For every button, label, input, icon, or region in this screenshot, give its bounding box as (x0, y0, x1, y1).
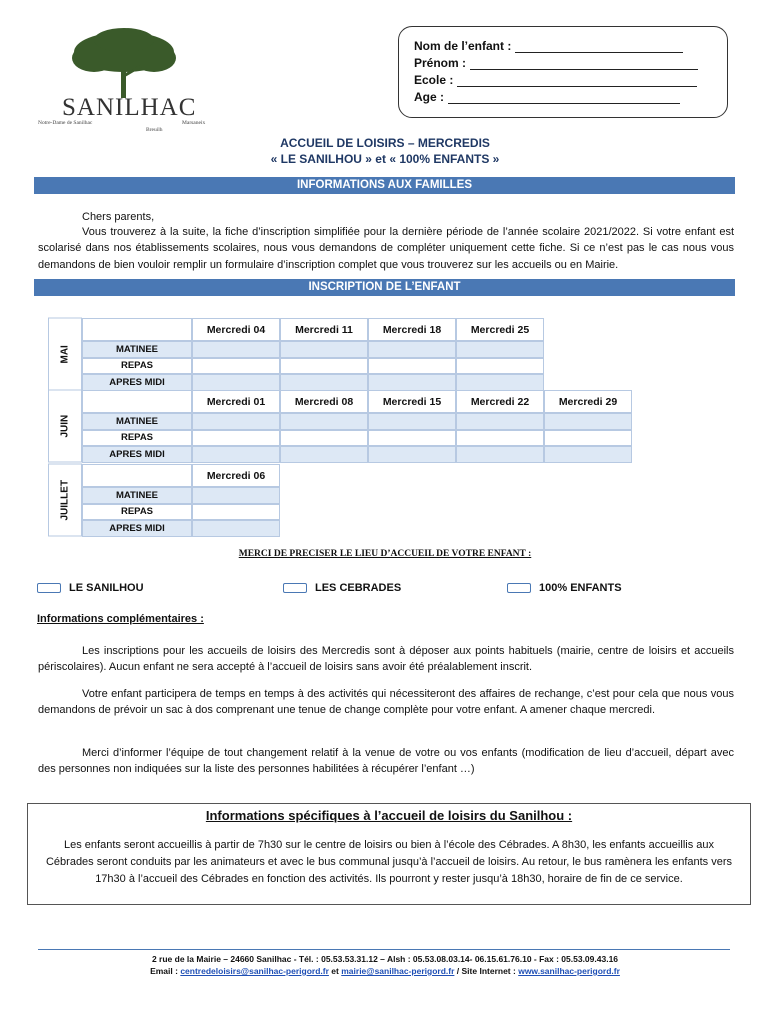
slot-checkbox-cell[interactable] (544, 413, 632, 430)
prenom-row (414, 53, 727, 70)
slot-label: MATINEE (82, 341, 192, 358)
email-label: Email : (150, 966, 178, 976)
date-header: Mercredi 11 (280, 318, 368, 341)
slot-checkbox-cell[interactable] (192, 374, 280, 391)
date-header: Mercredi 08 (280, 390, 368, 413)
specific-info-heading: Informations spécifiques à l’accueil de loisirs du Sanilhou : (205, 808, 573, 823)
child-identity-box (398, 26, 728, 118)
page-subtitle: « LE SANILHOU » et « 100% ENFANTS » (270, 152, 500, 166)
slot-checkbox-cell[interactable] (456, 374, 544, 391)
ecole-label: Ecole : (414, 73, 454, 87)
nom-row (414, 36, 727, 53)
header-blank-cell (82, 464, 192, 487)
slot-checkbox-cell[interactable] (456, 446, 544, 463)
header-blank-cell (82, 318, 192, 341)
option-le-sanilhou[interactable] (37, 582, 144, 594)
separator: / (456, 966, 460, 976)
date-header: Mercredi 01 (192, 390, 280, 413)
email-link-centre[interactable]: centredeloisirs@sanilhac-perigord.fr (180, 966, 329, 976)
section-band-inscription: INSCRIPTION DE L’ENFANT (34, 279, 735, 296)
month-label-juillet: JUILLET (48, 464, 82, 537)
tree-icon (64, 28, 184, 98)
and-text: et (331, 966, 339, 976)
date-header: Mercredi 22 (456, 390, 544, 413)
specific-info-box (27, 803, 751, 905)
slot-checkbox-cell[interactable] (544, 430, 632, 447)
option-label: 100% ENFANTS (539, 582, 622, 594)
logo-sub-center: Breuilh (146, 127, 163, 133)
footer-address: 2 rue de la Mairie – 24660 Sanilhac - Tél. : 05.53.53.31.12 – Alsh : 05.53.08.03.14- 06.15.61.76.10 - Fax : 05.53.09.43.16 (151, 954, 619, 964)
slot-checkbox-cell[interactable] (456, 341, 544, 358)
logo-sub-right: Marsaneix (182, 120, 206, 126)
slot-label: MATINEE (82, 413, 192, 430)
prenom-label: Prénom : (414, 56, 467, 70)
slot-checkbox-cell[interactable] (192, 413, 280, 430)
info-paragraph-1: Les inscriptions pour les accueils de loisirs des Mercredis sont à déposer aux points habituels (mairie, centre de loisirs et accueils périscolaires). Aucun enfant ne sera accepté à l’accueil de loisirs sans avoir été préalablement inscrit. (38, 645, 734, 674)
nom-label: Nom de l’enfant : (414, 39, 512, 53)
date-header: Mercredi 18 (368, 318, 456, 341)
slot-checkbox-cell[interactable] (456, 413, 544, 430)
greeting: Chers parents, (82, 211, 155, 223)
slot-checkbox-cell[interactable] (192, 446, 280, 463)
date-header: Mercredi 25 (456, 318, 544, 341)
logo-name: SANILHAC (62, 94, 197, 121)
slot-checkbox-cell[interactable] (192, 487, 280, 504)
slot-label: REPAS (82, 504, 192, 521)
ecole-row (414, 70, 727, 87)
slot-checkbox-cell[interactable] (192, 504, 280, 521)
info-paragraph-3: Merci d’informer l’équipe de tout changement relatif à la venue de votre ou vos enfants (modification de lieu d’accueil, départ avec des personnes non indiquées sur la liste des personnes habilitées à récupérer l’enfant …) (38, 747, 734, 776)
date-header: Mercredi 29 (544, 390, 632, 413)
slot-checkbox-cell[interactable] (280, 341, 368, 358)
option-100-enfants[interactable] (507, 582, 622, 594)
footer-contacts (0, 966, 770, 976)
intro-paragraph: Vous trouverez à la suite, la fiche d’inscription simplifiée pour la dernière période de l’année scolaire 2021/2022. Si votre enfant est scolarisé dans nos établissements scolaires, nous vous demandons de compléter uniquement cette fiche. Si ce n’est pas le cas nous vous demandons de bien vouloir remplir un formulaire d’inscription complet que vous trouverez sur les accueils ou en Mairie. (38, 226, 734, 271)
site-label: Site Internet : (461, 966, 516, 976)
slot-label: APRES MIDI (82, 374, 192, 391)
section-band-informations: INFORMATIONS AUX FAMILLES (34, 177, 735, 194)
slot-checkbox-cell[interactable] (280, 446, 368, 463)
slot-checkbox-cell[interactable] (368, 446, 456, 463)
slot-checkbox-cell[interactable] (280, 413, 368, 430)
slot-label: REPAS (82, 358, 192, 375)
option-label: LE SANILHOU (69, 582, 144, 594)
checkbox[interactable] (37, 583, 61, 593)
info-heading: Informations complémentaires : (37, 613, 204, 625)
info-paragraph-2: Votre enfant participera de temps en temps à des activités qui nécessiteront des affaires de rechange, c’est pour cela que nous vous demandons de prévoir un sac à dos comprenant une tenue de change complète pour votre enfant. A amener chaque mercredi. (38, 688, 734, 717)
slot-checkbox-cell[interactable] (280, 430, 368, 447)
checkbox[interactable] (283, 583, 307, 593)
slot-label: REPAS (82, 430, 192, 447)
month-label-mai: MAI (48, 318, 82, 391)
slot-checkbox-cell[interactable] (192, 430, 280, 447)
slot-checkbox-cell[interactable] (544, 446, 632, 463)
age-field[interactable] (448, 92, 680, 104)
slot-checkbox-cell[interactable] (368, 358, 456, 375)
slot-checkbox-cell[interactable] (192, 520, 280, 537)
page-title: ACCUEIL DE LOISIRS – MERCREDIS (280, 136, 490, 150)
age-label: Age : (414, 90, 444, 104)
slot-checkbox-cell[interactable] (368, 430, 456, 447)
month-label-juin: JUIN (48, 390, 82, 463)
slot-label: APRES MIDI (82, 520, 192, 537)
slot-checkbox-cell[interactable] (192, 358, 280, 375)
email-link-mairie[interactable]: mairie@sanilhac-perigord.fr (341, 966, 455, 976)
lieu-accueil-instruction: MERCI DE PRECISER LE LIEU D’ACCUEIL DE VOTRE ENFANT : (238, 549, 532, 559)
header-blank-cell (82, 390, 192, 413)
slot-checkbox-cell[interactable] (368, 374, 456, 391)
slot-label: APRES MIDI (82, 446, 192, 463)
date-header: Mercredi 06 (192, 464, 280, 487)
slot-checkbox-cell[interactable] (192, 341, 280, 358)
slot-checkbox-cell[interactable] (280, 374, 368, 391)
slot-checkbox-cell[interactable] (456, 430, 544, 447)
option-les-cebrades[interactable] (283, 582, 401, 594)
age-row (414, 87, 727, 104)
option-label: LES CEBRADES (315, 582, 402, 594)
sanilhac-logo (34, 28, 214, 138)
date-header: Mercredi 15 (368, 390, 456, 413)
prenom-field[interactable] (470, 58, 698, 70)
logo-sub-left: Notre-Dame de Sanilhac (38, 120, 93, 126)
date-header: Mercredi 04 (192, 318, 280, 341)
footer-divider (38, 949, 730, 950)
checkbox[interactable] (507, 583, 531, 593)
slot-checkbox-cell[interactable] (368, 413, 456, 430)
ecole-field[interactable] (457, 75, 697, 87)
specific-info-body: Les enfants seront accueillis à partir de 7h30 sur le centre de loisirs ou bien à l’école des Cébrades. A 8h30, les enfants accueillis aux Cébrades seront conduits par les animateurs et avec le bus communal jusqu’à l’accueil de loisirs. Au retour, le bus ramènera les enfants vers 17h30 à l’accueil des Cébrades en fonction des activités. Ils pourront y rester jusqu’à 18h30, horaire de fin de ce service. (45, 839, 733, 885)
slot-checkbox-cell[interactable] (456, 358, 544, 375)
site-link[interactable]: www.sanilhac-perigord.fr (518, 966, 620, 976)
nom-field[interactable] (515, 41, 683, 53)
slot-checkbox-cell[interactable] (280, 358, 368, 375)
slot-checkbox-cell[interactable] (368, 341, 456, 358)
slot-label: MATINEE (82, 487, 192, 504)
